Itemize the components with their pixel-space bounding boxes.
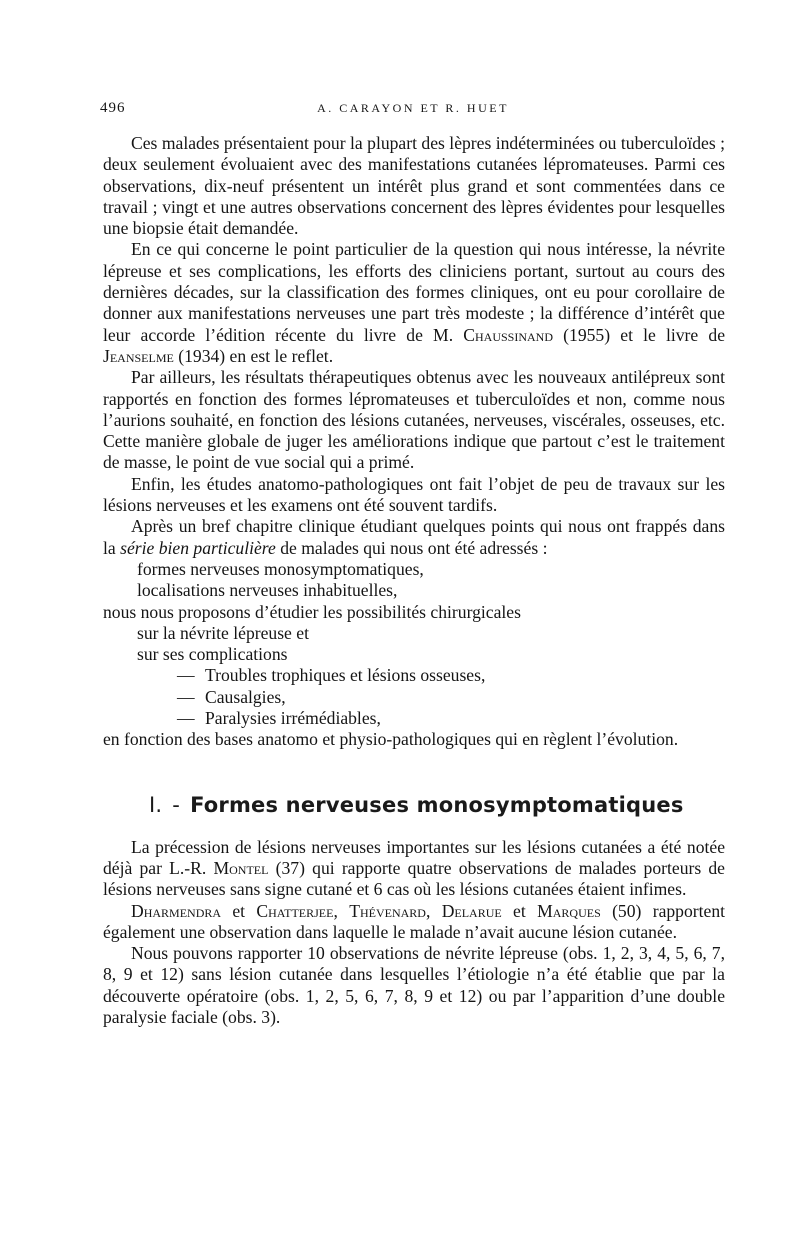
dash-list-item	[103, 708, 725, 729]
emphasis-text: série bien particulière	[120, 537, 276, 558]
body-text	[103, 133, 725, 1028]
list-item: localisations nerveuses inhabituelles,	[137, 580, 398, 601]
list-item: sur ses complications	[137, 644, 288, 665]
text-span: (1955) et le livre de	[553, 324, 726, 345]
text-span: Troubles trophiques et lésions osseuses,	[205, 665, 486, 686]
paragraph-therapeutic-results: Par ailleurs, les résultats thérapeutiques obtenus avec les nouveaux antilépreux sont rapportés en fonction des formes lépromateuses et tuberculoïdes et non, comme nous l’aurions souhaité, en fonction des lésions cutanées, nerveuses, viscérales, osseuses, etc. Cette manière globale de juger les améliorations indique que partout c’est le traitement de masse, le point de vue social qui a primé.	[103, 367, 725, 473]
text-span: (1934) en est le reflet.	[173, 345, 334, 366]
section-title: Formes nerveuses monosymptomatiques	[190, 792, 684, 817]
paragraph-surgical-intent: nous nous proposons d’étudier les possibilités chirurgicales	[103, 601, 521, 622]
section-number: I.	[149, 792, 163, 817]
author-chatterjee: Chatterjee	[256, 900, 334, 921]
dash-list-item	[103, 687, 725, 708]
dash-mark: —	[177, 665, 195, 686]
author-chaussinand: Chaussinand	[463, 324, 554, 345]
author-delarue: Delarue	[441, 900, 502, 921]
text-span: de malades qui nous ont été adressés :	[275, 537, 548, 558]
text-span: Causalgies,	[205, 686, 286, 707]
text-span: En ce qui concerne le point particulier de la question qui nous intéresse, la névrite lépreuse et ses complications, les efforts des cliniciens portant, surtout au cours des dernières décades, sur la classification des formes cliniques, ont eu pour corollaire de donner aux manifestations nerveuses une part très modeste ; la différence d’intérêt que leur accorde l’édition récente du livre de M.	[103, 239, 725, 345]
running-title: A. CARAYON ET R. HUET	[317, 101, 509, 115]
dash-mark: —	[177, 708, 195, 729]
section-heading	[149, 791, 725, 819]
text-span: Après un bref chapitre clinique étudiant quelques points qui nous ont frappés dans la	[103, 516, 725, 558]
section-separator: -	[172, 792, 181, 817]
paragraph-clinical-chapter	[103, 516, 725, 559]
text-span: (37) qui rapporte quatre observations de malades porteurs de lésions nerveuses sans signe cutané et 6 cas où les lésions cutanées étaient infimes.	[103, 857, 725, 900]
paragraph-observations: Nous pouvons rapporter 10 observations de névrite lépreuse (obs. 1, 2, 3, 4, 5, 6, 7, 8, 9 et 12) sans lésion cutanée dans lesquelles l’étiologie n’a été établie que par la découverte opératoire (obs. 1, 2, 5, 6, 7, 8, 9 et 12) ou par l’apparition d’une double paralysie faciale (obs. 3).	[103, 943, 725, 1027]
paragraph-evolution: en fonction des bases anatomo et physio-pathologiques qui en règlent l’évolution.	[103, 729, 679, 750]
paragraph-dharmendra	[103, 901, 725, 944]
text-span: La précession de lésions nerveuses importantes sur les lésions cutanées a été notée déjà par L.-R.	[103, 836, 725, 878]
text-span: et	[501, 900, 538, 921]
paragraph-neuritis	[103, 239, 725, 367]
text-span: et	[221, 900, 257, 921]
author-marques: Marques	[537, 900, 601, 921]
list-item: sur la névrite lépreuse et	[137, 622, 309, 643]
text-span: ,	[425, 900, 442, 921]
text-span: ,	[333, 900, 350, 921]
dash-list-item	[103, 665, 725, 686]
paragraph-patients: Ces malades présentaient pour la plupart des lèpres indéterminées ou tuberculoïdes ; deux seulement évoluaient avec des manifestations cutanées lépromateuses. Parmi ces observations, dix-neuf présentent un intérêt plus grand et sont commentées dans ce travail ; vingt et une autres observations concernent des lèpres évidentes pour lesquelles une biopsie était demandée.	[103, 133, 725, 239]
list-item: formes nerveuses monosymptomatiques,	[137, 558, 424, 579]
paragraph-anatomopathology: Enfin, les études anatomo-pathologiques ont fait l’objet de peu de travaux sur les lésions nerveuses et les examens ont été souvent tardifs.	[103, 473, 725, 516]
author-dharmendra: Dharmendra	[131, 900, 222, 921]
author-thevenard: Thévenard	[349, 900, 426, 921]
author-montel: Montel	[213, 857, 269, 878]
dash-mark: —	[177, 686, 195, 707]
author-jeanselme: Jeanselme	[103, 345, 174, 366]
text-span: Paralysies irrémédiables,	[205, 708, 381, 729]
text-span: (50) rapportent également une observation dans laquelle le malade n’avait aucune lésion cutanée.	[103, 900, 726, 942]
paragraph-precession	[103, 837, 725, 901]
page-header	[100, 100, 726, 122]
page-number: 496	[100, 100, 126, 116]
